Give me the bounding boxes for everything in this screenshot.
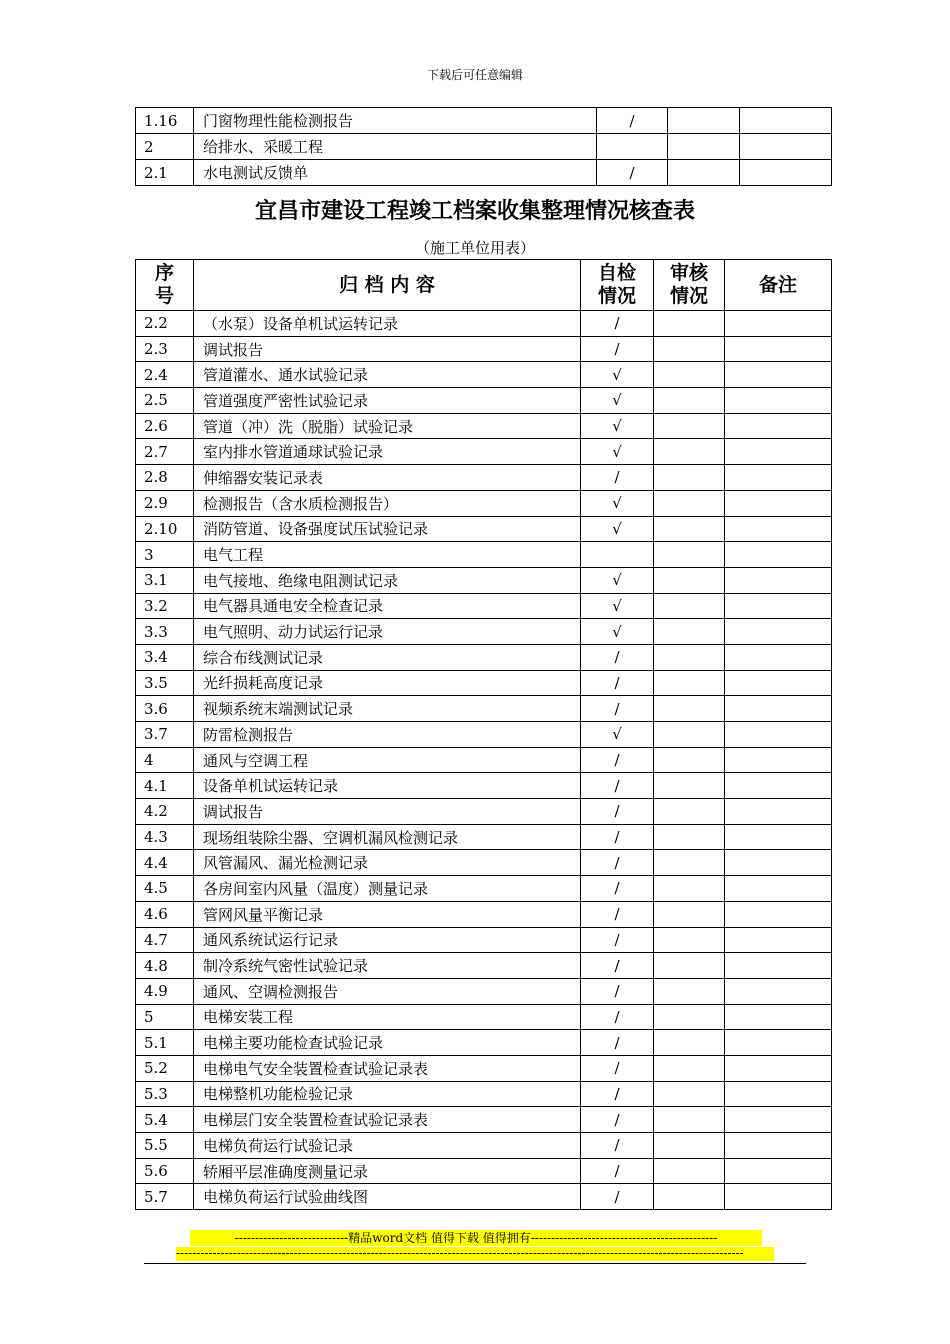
row-review-mark — [654, 1184, 725, 1210]
row-remark — [725, 413, 832, 439]
row-archive-item: 电梯负荷运行试验记录 — [194, 1133, 581, 1159]
table-row — [136, 465, 832, 491]
table-row — [136, 439, 832, 465]
table-row — [136, 978, 832, 1004]
row-archive-item: 电梯整机功能检验记录 — [194, 1081, 581, 1107]
row-serial-number: 5.5 — [136, 1133, 194, 1159]
row-serial-number: 4.5 — [136, 876, 194, 902]
row-self-check-mark: / — [581, 927, 654, 953]
row-remark — [725, 927, 832, 953]
row-archive-item: 电梯主要功能检查试验记录 — [194, 1030, 581, 1056]
row-remark — [725, 1055, 832, 1081]
row-serial-number: 4.6 — [136, 901, 194, 927]
row-self-check-mark: / — [581, 876, 654, 902]
header-self-check: 自检 情况 — [581, 260, 654, 311]
table-row — [136, 1184, 832, 1210]
row-review-mark — [654, 824, 725, 850]
row-review-mark — [654, 1004, 725, 1030]
row-remark — [725, 1107, 832, 1133]
row-review-mark — [654, 670, 725, 696]
row-self-check-mark: / — [581, 311, 654, 337]
row-self-check-mark: √ — [581, 593, 654, 619]
row-self-check-mark: √ — [581, 413, 654, 439]
row-serial-number: 4.4 — [136, 850, 194, 876]
row-review-mark — [654, 619, 725, 645]
table-row — [136, 619, 832, 645]
row-remark — [725, 722, 832, 748]
header-archive-content: 归 档 内 容 — [194, 260, 581, 311]
table-row — [136, 953, 832, 979]
row-self-check-mark: / — [581, 824, 654, 850]
row-serial-number: 3.6 — [136, 696, 194, 722]
row-remark — [725, 978, 832, 1004]
row-archive-item: 综合布线测试记录 — [194, 644, 581, 670]
row-review-mark — [654, 1158, 725, 1184]
row-self-check-mark: / — [581, 644, 654, 670]
row-self-check-mark: / — [581, 1030, 654, 1056]
table-row — [136, 1030, 832, 1056]
row-remark — [740, 134, 832, 160]
row-review-mark — [654, 901, 725, 927]
row-self-check-mark: √ — [581, 439, 654, 465]
document-title: 宜昌市建设工程竣工档案收集整理情况核查表 — [254, 199, 695, 224]
row-serial-number: 2.1 — [136, 160, 194, 186]
row-archive-item: 电梯负荷运行试验曲线图 — [194, 1184, 581, 1210]
row-remark — [725, 362, 832, 388]
row-remark — [725, 542, 832, 568]
row-serial-number: 4.3 — [136, 824, 194, 850]
row-self-check-mark: √ — [581, 567, 654, 593]
table-row — [136, 773, 832, 799]
row-review-mark — [654, 773, 725, 799]
row-archive-item: 消防管道、设备强度试压试验记录 — [194, 516, 581, 542]
row-remark — [725, 567, 832, 593]
row-serial-number: 5.4 — [136, 1107, 194, 1133]
header-remark: 备注 — [725, 260, 832, 311]
table-row — [136, 362, 832, 388]
row-archive-item: 电梯层门安全装置检查试验记录表 — [194, 1107, 581, 1133]
row-serial-number: 5.3 — [136, 1081, 194, 1107]
row-archive-item: 电梯安装工程 — [194, 1004, 581, 1030]
row-remark — [725, 1081, 832, 1107]
row-self-check-mark: / — [581, 1184, 654, 1210]
row-archive-item: 各房间室内风量（温度）测量记录 — [194, 876, 581, 902]
row-self-check-mark: / — [581, 953, 654, 979]
row-archive-item: 检测报告（含水质检测报告） — [194, 490, 581, 516]
row-serial-number: 2.3 — [136, 336, 194, 362]
row-archive-item: 水电测试反馈单 — [194, 160, 597, 186]
table-row — [136, 108, 832, 134]
row-self-check-mark: / — [581, 336, 654, 362]
row-archive-item: 管道强度严密性试验记录 — [194, 388, 581, 414]
row-self-check-mark: / — [581, 465, 654, 491]
row-self-check-mark: / — [581, 978, 654, 1004]
table-row — [136, 567, 832, 593]
row-self-check-mark — [597, 134, 668, 160]
row-self-check-mark: / — [581, 696, 654, 722]
row-review-mark — [654, 413, 725, 439]
row-serial-number: 2.6 — [136, 413, 194, 439]
table-row — [136, 1107, 832, 1133]
row-remark — [725, 1184, 832, 1210]
row-remark — [725, 490, 832, 516]
table-row — [136, 747, 832, 773]
row-remark — [725, 876, 832, 902]
table-row — [136, 1081, 832, 1107]
row-serial-number: 2.10 — [136, 516, 194, 542]
row-remark — [725, 696, 832, 722]
row-archive-item: 光纤损耗高度记录 — [194, 670, 581, 696]
row-self-check-mark: / — [597, 108, 668, 134]
table-row — [136, 901, 832, 927]
row-remark — [725, 953, 832, 979]
row-review-mark — [654, 696, 725, 722]
row-archive-item: （水泵）设备单机试运转记录 — [194, 311, 581, 337]
table-row — [136, 1158, 832, 1184]
row-archive-item: 电气工程 — [194, 542, 581, 568]
table-row — [136, 1004, 832, 1030]
row-review-mark — [654, 799, 725, 825]
row-archive-item: 防雷检测报告 — [194, 722, 581, 748]
row-serial-number: 2.4 — [136, 362, 194, 388]
row-serial-number: 2.8 — [136, 465, 194, 491]
row-review-mark — [654, 362, 725, 388]
row-review-mark — [668, 160, 740, 186]
row-self-check-mark: / — [581, 670, 654, 696]
row-serial-number: 5.7 — [136, 1184, 194, 1210]
row-remark — [725, 619, 832, 645]
row-self-check-mark: / — [581, 799, 654, 825]
row-review-mark — [654, 490, 725, 516]
row-serial-number: 2 — [136, 134, 194, 160]
row-archive-item: 管道灌水、通水试验记录 — [194, 362, 581, 388]
row-serial-number: 4.2 — [136, 799, 194, 825]
row-self-check-mark: / — [581, 850, 654, 876]
row-review-mark — [654, 336, 725, 362]
table-row — [136, 696, 832, 722]
row-archive-item: 室内排水管道通球试验记录 — [194, 439, 581, 465]
row-archive-item: 电气器具通电安全检查记录 — [194, 593, 581, 619]
table-row — [136, 490, 832, 516]
row-archive-item: 通风、空调检测报告 — [194, 978, 581, 1004]
row-remark — [725, 773, 832, 799]
row-remark — [740, 160, 832, 186]
row-review-mark — [654, 593, 725, 619]
row-review-mark — [654, 1107, 725, 1133]
table-row — [136, 824, 832, 850]
row-archive-item: 电气照明、动力试运行记录 — [194, 619, 581, 645]
row-archive-item: 视频系统末端测试记录 — [194, 696, 581, 722]
row-review-mark — [654, 644, 725, 670]
table-row — [136, 593, 832, 619]
row-serial-number: 2.2 — [136, 311, 194, 337]
table-row — [136, 336, 832, 362]
row-serial-number: 2.7 — [136, 439, 194, 465]
row-remark — [725, 670, 832, 696]
row-self-check-mark: √ — [581, 722, 654, 748]
row-remark — [725, 593, 832, 619]
row-self-check-mark: √ — [581, 362, 654, 388]
header-review: 审核 情况 — [654, 260, 725, 311]
table-row — [136, 722, 832, 748]
row-review-mark — [654, 1133, 725, 1159]
row-serial-number: 3 — [136, 542, 194, 568]
row-serial-number: 5.1 — [136, 1030, 194, 1056]
row-remark — [725, 799, 832, 825]
row-self-check-mark: √ — [581, 490, 654, 516]
row-remark — [725, 901, 832, 927]
row-self-check-mark: / — [597, 160, 668, 186]
row-review-mark — [654, 542, 725, 568]
row-self-check-mark: / — [581, 1081, 654, 1107]
footer-rule — [144, 1263, 806, 1264]
row-review-mark — [654, 850, 725, 876]
row-serial-number: 3.1 — [136, 567, 194, 593]
table-row — [136, 160, 832, 186]
row-self-check-mark: / — [581, 1055, 654, 1081]
row-serial-number: 4 — [136, 747, 194, 773]
table-row — [136, 542, 832, 568]
row-serial-number: 5 — [136, 1004, 194, 1030]
page-header-note: 下载后可任意编辑 — [426, 68, 523, 82]
row-self-check-mark: / — [581, 747, 654, 773]
table-row — [136, 876, 832, 902]
row-self-check-mark: / — [581, 1158, 654, 1184]
row-review-mark — [654, 388, 725, 414]
row-review-mark — [654, 1081, 725, 1107]
row-self-check-mark — [581, 542, 654, 568]
row-archive-item: 电梯电气安全装置检查试验记录表 — [194, 1055, 581, 1081]
table-row — [136, 388, 832, 414]
row-archive-item: 管道（冲）洗（脱脂）试验记录 — [194, 413, 581, 439]
row-remark — [725, 1133, 832, 1159]
archive-checklist-table — [135, 259, 832, 1210]
row-serial-number: 4.9 — [136, 978, 194, 1004]
row-serial-number: 1.16 — [136, 108, 194, 134]
row-remark — [725, 465, 832, 491]
row-self-check-mark: / — [581, 901, 654, 927]
table-row — [136, 1055, 832, 1081]
table-row — [136, 134, 832, 160]
table-row — [136, 311, 832, 337]
footer-dash-line: -------------------------------------------------------------------------------------------------------------------------------------------- — [176, 1247, 774, 1261]
row-remark — [725, 516, 832, 542]
row-archive-item: 管网风量平衡记录 — [194, 901, 581, 927]
row-serial-number: 3.5 — [136, 670, 194, 696]
row-remark — [725, 388, 832, 414]
row-review-mark — [668, 108, 740, 134]
row-archive-item: 制冷系统气密性试验记录 — [194, 953, 581, 979]
row-remark — [725, 824, 832, 850]
row-remark — [725, 644, 832, 670]
row-archive-item: 调试报告 — [194, 799, 581, 825]
row-remark — [725, 1004, 832, 1030]
row-remark — [725, 1030, 832, 1056]
row-self-check-mark: √ — [581, 619, 654, 645]
row-archive-item: 设备单机试运转记录 — [194, 773, 581, 799]
row-review-mark — [654, 439, 725, 465]
row-review-mark — [654, 876, 725, 902]
table-row — [136, 413, 832, 439]
row-review-mark — [654, 1030, 725, 1056]
row-review-mark — [654, 567, 725, 593]
row-review-mark — [654, 747, 725, 773]
row-serial-number: 5.6 — [136, 1158, 194, 1184]
row-serial-number: 4.8 — [136, 953, 194, 979]
document-subtitle: （施工单位用表） — [414, 239, 535, 257]
row-archive-item: 现场组装除尘器、空调机漏风检测记录 — [194, 824, 581, 850]
row-serial-number: 4.7 — [136, 927, 194, 953]
row-archive-item: 通风与空调工程 — [194, 747, 581, 773]
header-serial-number: 序 号 — [136, 260, 194, 311]
row-self-check-mark: √ — [581, 516, 654, 542]
row-remark — [725, 439, 832, 465]
row-self-check-mark: / — [581, 1133, 654, 1159]
row-archive-item: 给排水、采暖工程 — [194, 134, 597, 160]
row-review-mark — [654, 722, 725, 748]
row-serial-number: 4.1 — [136, 773, 194, 799]
row-remark — [725, 311, 832, 337]
row-serial-number: 5.2 — [136, 1055, 194, 1081]
table-row — [136, 850, 832, 876]
row-review-mark — [654, 1055, 725, 1081]
row-serial-number: 3.7 — [136, 722, 194, 748]
row-review-mark — [654, 953, 725, 979]
table-row — [136, 927, 832, 953]
table-row — [136, 1133, 832, 1159]
row-archive-item: 电气接地、绝缘电阻测试记录 — [194, 567, 581, 593]
row-self-check-mark: / — [581, 1004, 654, 1030]
row-remark — [740, 108, 832, 134]
row-archive-item: 风管漏风、漏光检测记录 — [194, 850, 581, 876]
row-serial-number: 2.5 — [136, 388, 194, 414]
row-remark — [725, 747, 832, 773]
table-row — [136, 516, 832, 542]
top-continuation-table — [135, 107, 832, 186]
row-review-mark — [654, 516, 725, 542]
row-archive-item: 调试报告 — [194, 336, 581, 362]
row-review-mark — [654, 465, 725, 491]
row-review-mark — [654, 927, 725, 953]
row-archive-item: 通风系统试运行记录 — [194, 927, 581, 953]
table-row — [136, 644, 832, 670]
row-serial-number: 3.4 — [136, 644, 194, 670]
row-self-check-mark: / — [581, 773, 654, 799]
footer-banner: ----------------------------精品word文档 值得下载 值得拥有---------------------------------------------- — [190, 1230, 762, 1246]
row-serial-number: 2.9 — [136, 490, 194, 516]
table-row — [136, 670, 832, 696]
row-review-mark — [654, 978, 725, 1004]
row-remark — [725, 1158, 832, 1184]
row-serial-number: 3.2 — [136, 593, 194, 619]
row-archive-item: 门窗物理性能检测报告 — [194, 108, 597, 134]
row-serial-number: 3.3 — [136, 619, 194, 645]
table-row — [136, 799, 832, 825]
row-remark — [725, 850, 832, 876]
row-self-check-mark: / — [581, 1107, 654, 1133]
row-review-mark — [654, 311, 725, 337]
row-archive-item: 轿厢平层准确度测量记录 — [194, 1158, 581, 1184]
row-self-check-mark: √ — [581, 388, 654, 414]
row-archive-item: 伸缩器安装记录表 — [194, 465, 581, 491]
row-remark — [725, 336, 832, 362]
row-review-mark — [668, 134, 740, 160]
table-header-row — [136, 260, 832, 311]
